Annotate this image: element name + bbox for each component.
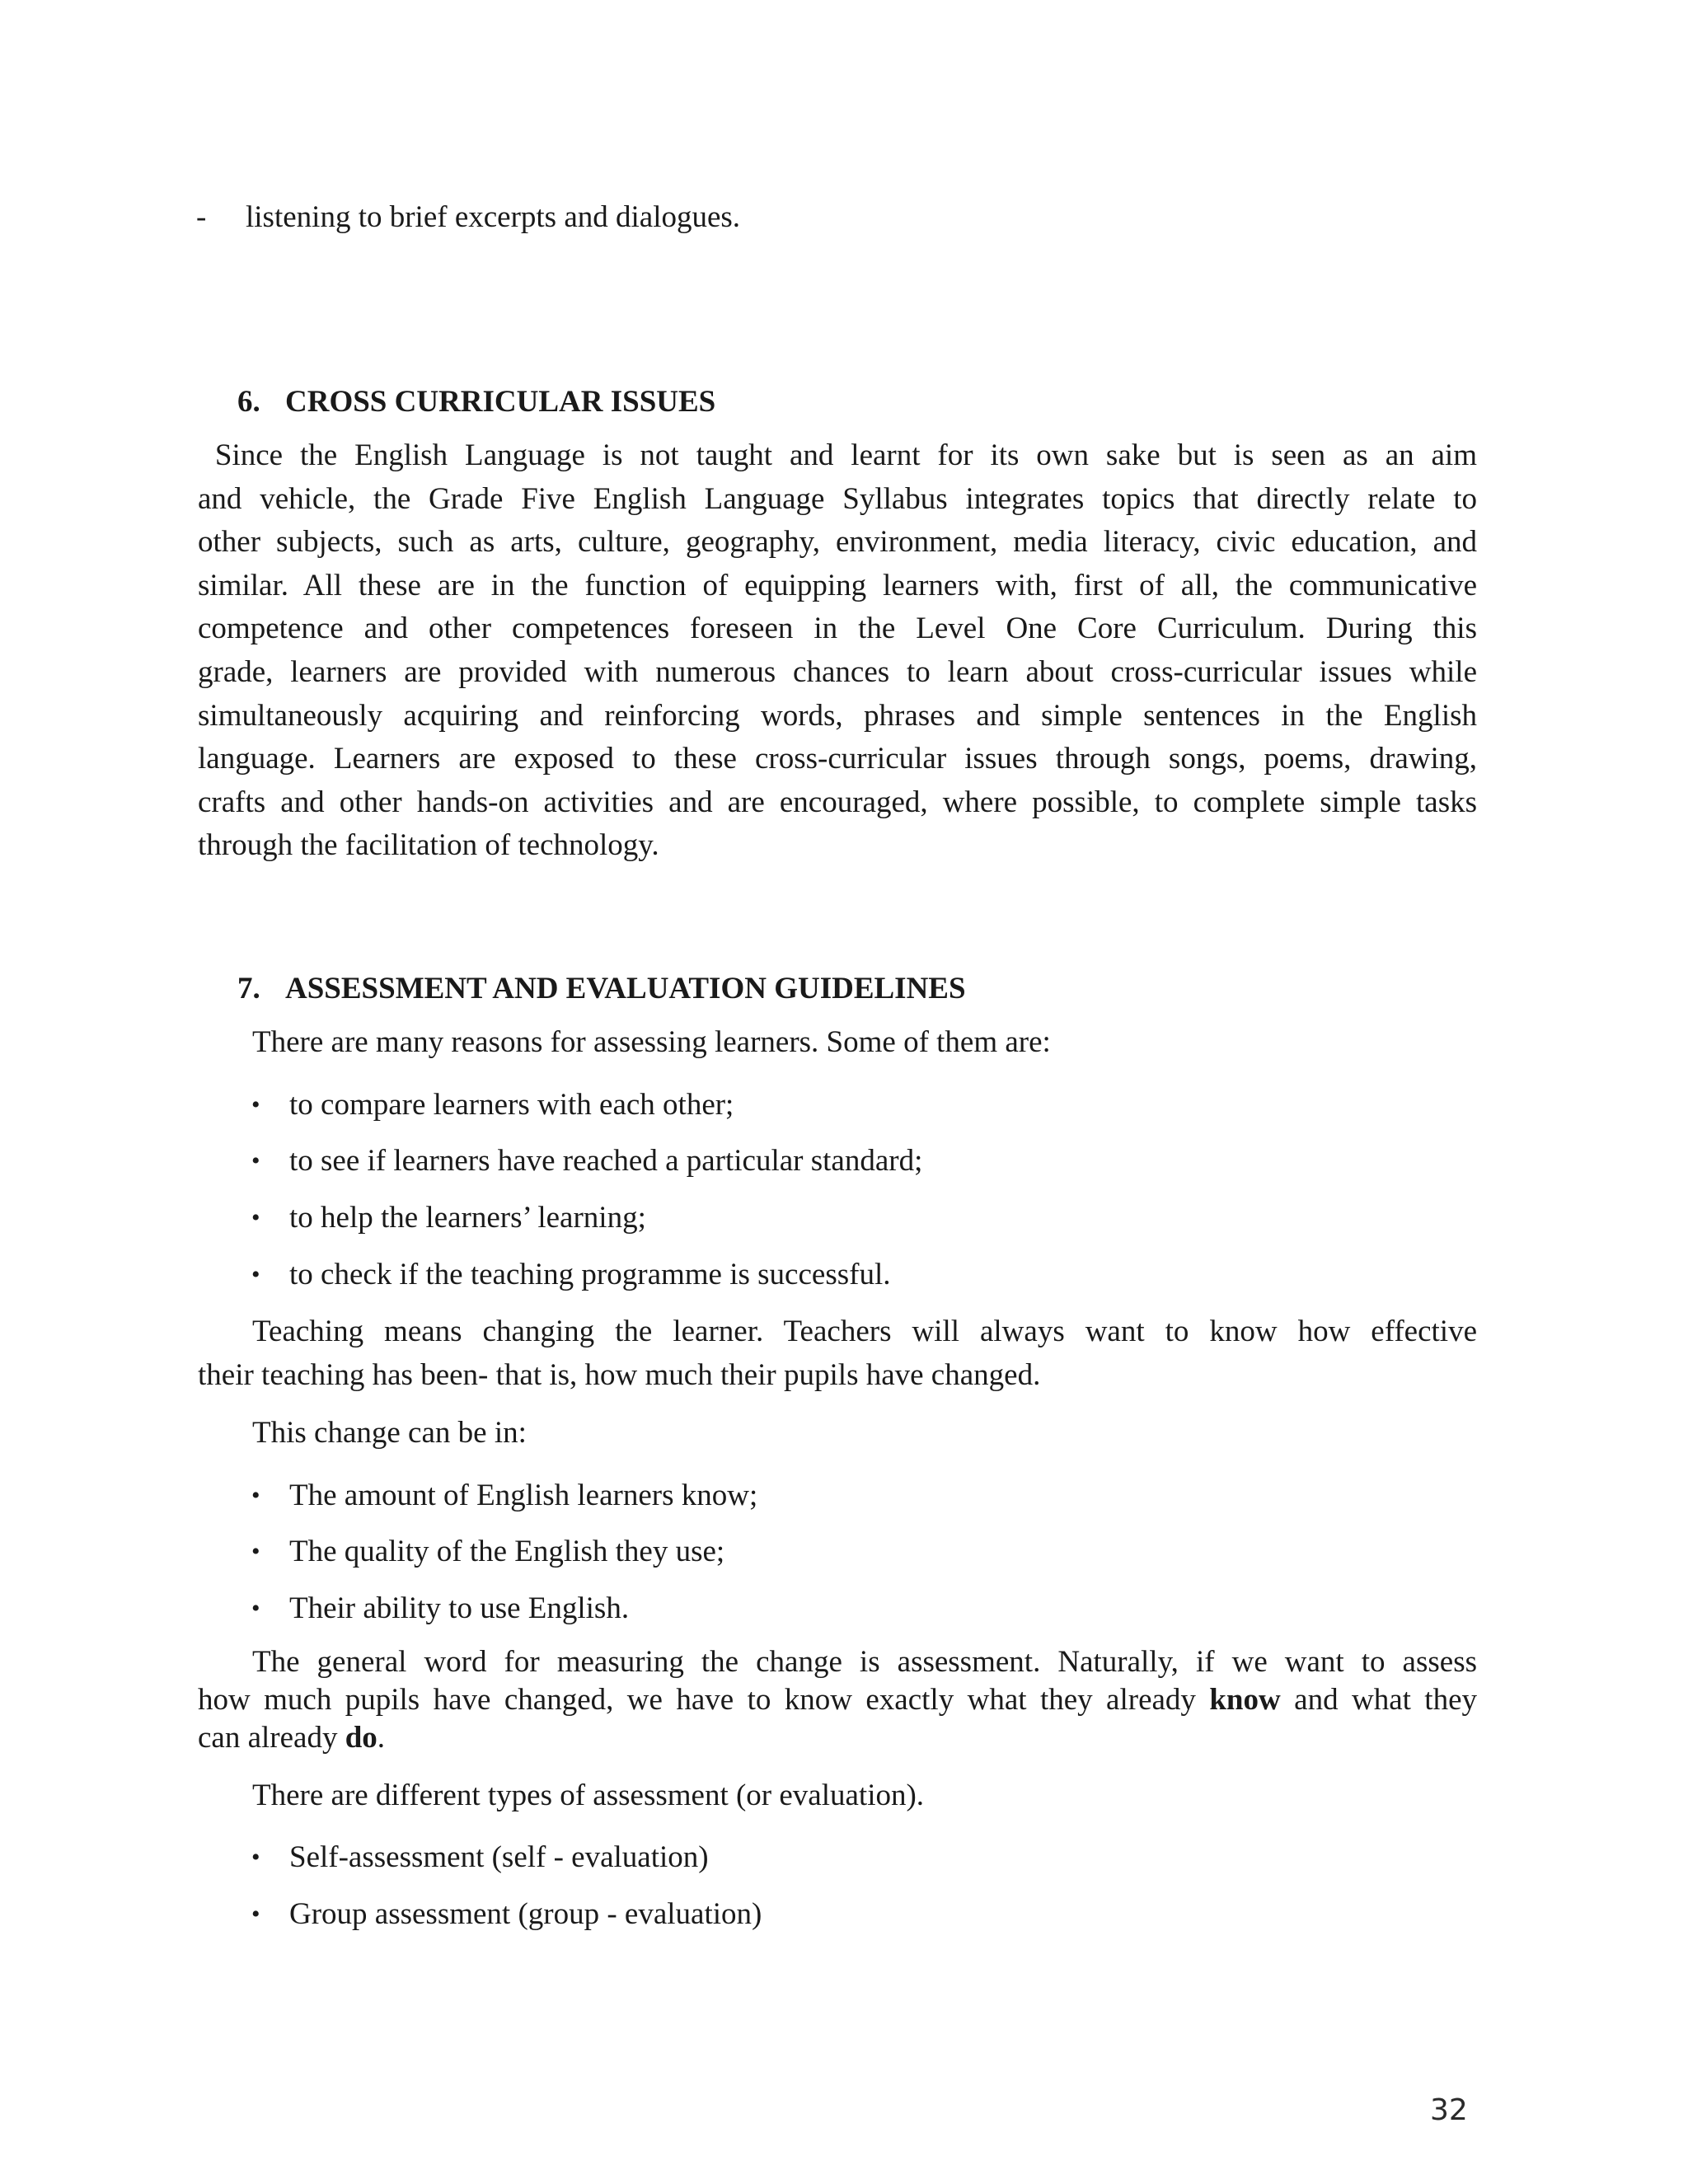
type-item (251, 1836, 709, 1879)
reason-item (251, 1197, 646, 1240)
bullet-icon: • (251, 1147, 260, 1174)
bullet-icon: • (251, 1595, 260, 1622)
section-7-number: 7. (237, 972, 260, 1005)
section-6-line-10: through the facilitation of technology. (198, 828, 659, 863)
section-6-line-3: other subjects, such as arts, culture, geography, environment, media literacy, civic education, and (198, 525, 1477, 560)
reason-item (251, 1254, 890, 1296)
reason-text: to see if learners have reached a particular standard; (289, 1144, 923, 1178)
section-6-heading (237, 381, 715, 424)
section-6-line-4: similar. All these are in the function of equipping learners with, first of all, the communicative (198, 568, 1477, 602)
general-line-1: The general word for measuring the change is assessment. Naturally, if we want to assess (252, 1645, 1477, 1679)
bullet-icon: • (251, 1844, 260, 1871)
change-text: The quality of the English they use; (289, 1535, 725, 1568)
general-line-3 (198, 1719, 1477, 1757)
reason-text: to compare learners with each other; (289, 1088, 734, 1122)
section-6-line-6: grade, learners are provided with numerous chances to learn about cross-curricular issues while (198, 654, 1477, 689)
bullet-icon: • (251, 1482, 260, 1509)
assessment-intro: There are many reasons for assessing learners. Some of them are: (252, 1025, 1051, 1059)
teaching-line-1: Teaching means changing the learner. Teachers will always want to know how effective (252, 1315, 1477, 1348)
section-7-heading (237, 968, 966, 1010)
reason-text: to check if the teaching programme is successful. (289, 1258, 891, 1291)
page-number: 32 (1430, 2093, 1468, 2127)
reason-text: to help the learners’ learning; (289, 1201, 646, 1235)
section-6-number: 6. (237, 385, 260, 419)
dash-marker: - (196, 200, 207, 234)
do-emphasis: do (345, 1721, 377, 1755)
section-6-line-9: crafts and other hands-on activities and are encouraged, where possible, to complete simple tasks (198, 785, 1477, 819)
general-line-3-end: . (377, 1721, 386, 1755)
section-7-title: ASSESSMENT AND EVALUATION GUIDELINES (285, 972, 966, 1005)
section-6-paragraph (198, 434, 1477, 868)
bullet-icon: • (251, 1900, 260, 1928)
section-6-line-2: and vehicle, the Grade Five English Language Syllabus integrates topics that directly relate to (198, 481, 1477, 516)
change-text: Their ability to use English. (289, 1591, 630, 1625)
section-6-line-7: simultaneously acquiring and reinforcing words, phrases and simple sentences in the English (198, 698, 1477, 733)
change-item (251, 1587, 629, 1630)
dash-item-text: listening to brief excerpts and dialogues. (246, 200, 741, 234)
section-6-line-1: Since the English Language is not taught and learnt for its own sake but is seen as an aim (198, 438, 1477, 472)
change-item (251, 1530, 724, 1573)
general-line-2-end: and what they (1280, 1683, 1477, 1717)
bullet-icon: • (251, 1261, 260, 1288)
teaching-paragraph (198, 1310, 1477, 1397)
general-paragraph (198, 1643, 1477, 1757)
type-text: Group assessment (group - evaluation) (289, 1897, 762, 1931)
type-item (251, 1893, 762, 1936)
general-line-2-start: how much pupils have changed, we have to know exactly what they already (198, 1683, 1210, 1717)
type-text: Self-assessment (self - evaluation) (289, 1840, 709, 1874)
reason-item (251, 1140, 922, 1183)
bullet-icon: • (251, 1204, 260, 1231)
general-line-2 (198, 1681, 1477, 1719)
section-6-line-5: competence and other competences foreseen in the Level One Core Curriculum. During this (198, 612, 1477, 646)
section-6-title: CROSS CURRICULAR ISSUES (285, 385, 716, 419)
change-text: The amount of English learners know; (289, 1479, 758, 1512)
change-item (251, 1474, 757, 1517)
know-emphasis: know (1209, 1683, 1281, 1717)
general-line-3-start: can already (198, 1721, 345, 1755)
reason-item (251, 1084, 734, 1127)
teaching-line-2: their teaching has been- that is, how much their pupils have changed. (198, 1358, 1041, 1392)
change-intro: This change can be in: (252, 1416, 527, 1450)
section-6-line-8: language. Learners are exposed to these cross-curricular issues through songs, poems, drawing, (198, 742, 1477, 776)
bullet-icon: • (251, 1538, 260, 1565)
types-intro: There are different types of assessment (or evaluation). (252, 1779, 925, 1812)
bullet-icon: • (251, 1091, 260, 1118)
